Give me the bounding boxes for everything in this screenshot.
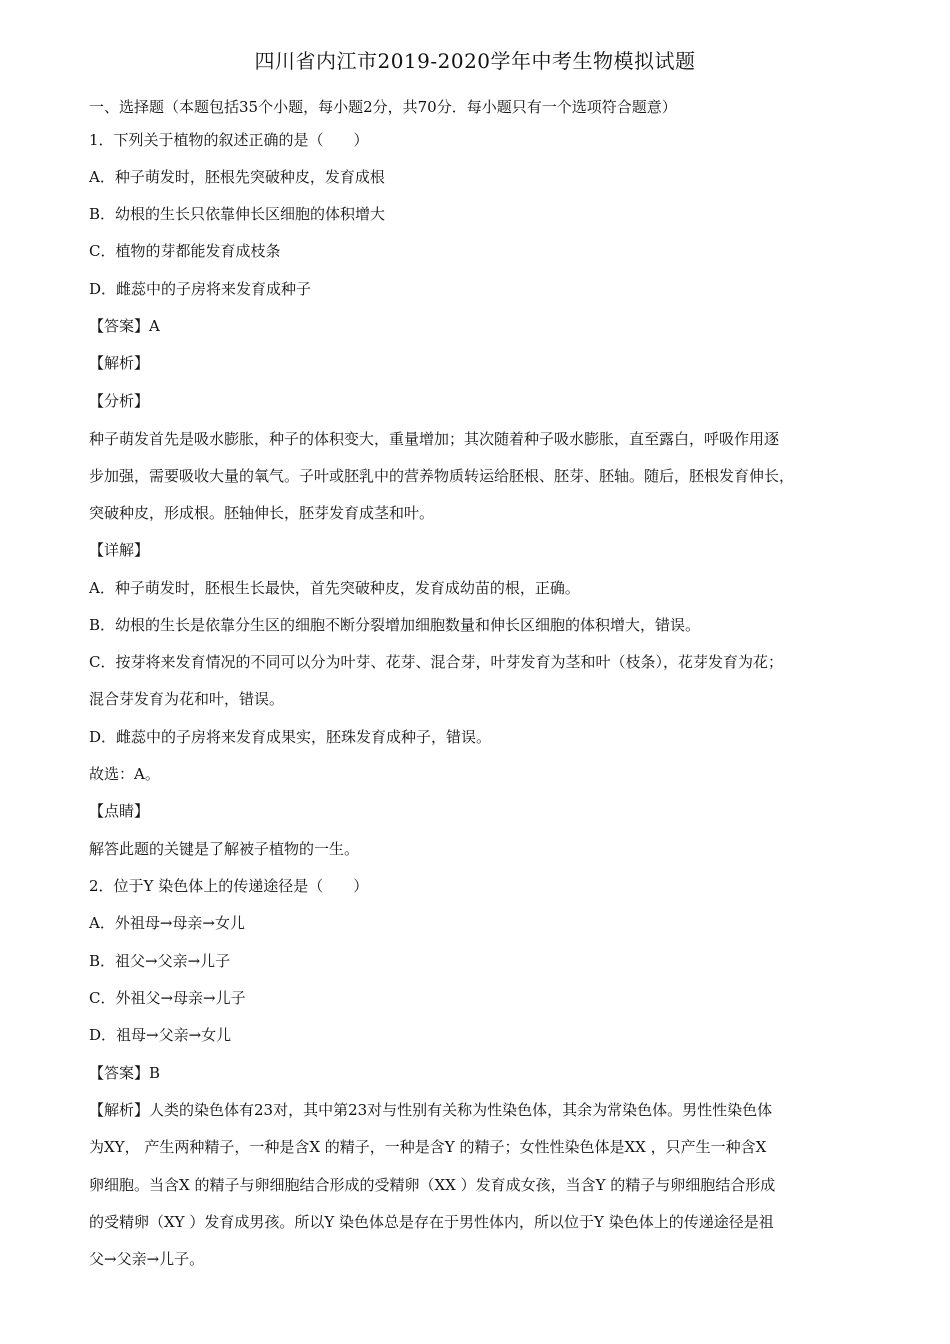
question-1-option-a: A．种子萌发时，胚根先突破种皮，发育成根 [89, 168, 385, 186]
question-1-xiangjie-line: A．种子萌发时，胚根生长最快，首先突破种皮，发育成幼苗的根，正确。 [89, 579, 580, 597]
question-1-conclusion: 故选：A。 [89, 765, 160, 783]
question-1-jiexi-label: 【解析】 [89, 354, 150, 372]
question-1-xiangjie-line: B．幼根的生长是依靠分生区的细胞不断分裂增加细胞数量和伸长区细胞的体积增大，错误。 [89, 616, 701, 634]
question-1-fenxi-line: 步加强，需要吸收大量的氧气。子叶或胚乳中的营养物质转运给胚根、胚芽、胚轴。随后，胚根发育伸长， [89, 467, 795, 485]
question-1-xiangjie-line: D．雌蕊中的子房将来发育成果实，胚珠发育成种子，错误。 [89, 728, 492, 746]
question-1-xiangjie-line: 混合芽发育为花和叶，错误。 [89, 690, 285, 708]
question-1-stem: 1．下列关于植物的叙述正确的是（ ） [89, 131, 369, 149]
question-2-option-b: B．祖父→父亲→儿子 [89, 952, 231, 970]
question-2-jiexi-line: 【解析】人类的染色体有23对，其中第23对与性别有关称为性染色体，其余为常染色体。男性性染色体 [89, 1101, 773, 1119]
question-2-stem: 2．位于Y 染色体上的传递途径是（ ） [89, 877, 369, 895]
question-1-option-b: B．幼根的生长只依靠伸长区细胞的体积增大 [89, 205, 386, 223]
question-1-dianjing-label: 【点睛】 [89, 802, 150, 820]
question-2-jiexi-line: 父→父亲→儿子。 [89, 1250, 205, 1268]
question-2-jiexi-line: 的受精卵（XY ）发育成男孩。所以Y 染色体总是存在于男性体内，所以位于Y 染色体上的传递途径是祖 [89, 1213, 774, 1231]
question-2-jiexi-line: 卵细胞。当含X 的精子与卵细胞结合形成的受精卵（XX ）发育成女孩，当含Y 的精子与卵细胞结合形成 [89, 1176, 776, 1194]
question-1-fenxi-label: 【分析】 [89, 392, 150, 410]
question-1-option-c: C．植物的芽都能发育成枝条 [89, 242, 281, 260]
section-heading: 一、选择题（本题包括35个小题，每小题2分，共70分．每小题只有一个选项符合题意） [89, 98, 677, 116]
question-1-dianjing-text: 解答此题的关键是了解被子植物的一生。 [89, 840, 360, 858]
question-1-xiangjie-line: C．按芽将来发育情况的不同可以分为叶芽、花芽、混合芽，叶芽发育为茎和叶（枝条），花芽发育为花； [89, 653, 783, 671]
question-2-answer: 【答案】B [89, 1064, 161, 1082]
question-2-option-d: D．祖母→父亲→女儿 [89, 1026, 232, 1044]
question-2-option-c: C．外祖父→母亲→儿子 [89, 989, 246, 1007]
question-1-fenxi-line: 种子萌发首先是吸水膨胀，种子的体积变大，重量增加；其次随着种子吸水膨胀，直至露白，呼吸作用逐 [89, 430, 780, 448]
question-2-jiexi-line: 为XY， 产生两种精子，一种是含X 的精子，一种是含Y 的精子；女性性染色体是XX ，只产生一种含X [89, 1138, 767, 1156]
question-2-option-a: A．外祖母→母亲→女儿 [89, 914, 245, 932]
question-1-answer: 【答案】A [89, 317, 160, 335]
question-1-fenxi-line: 突破种皮，形成根。胚轴伸长，胚芽发育成茎和叶。 [89, 504, 435, 522]
question-1-option-d: D．雌蕊中的子房将来发育成种子 [89, 280, 312, 298]
question-1-xiangjie-label: 【详解】 [89, 541, 150, 559]
page-title: 四川省内江市2019-2020学年中考生物模拟试题 [254, 49, 696, 73]
